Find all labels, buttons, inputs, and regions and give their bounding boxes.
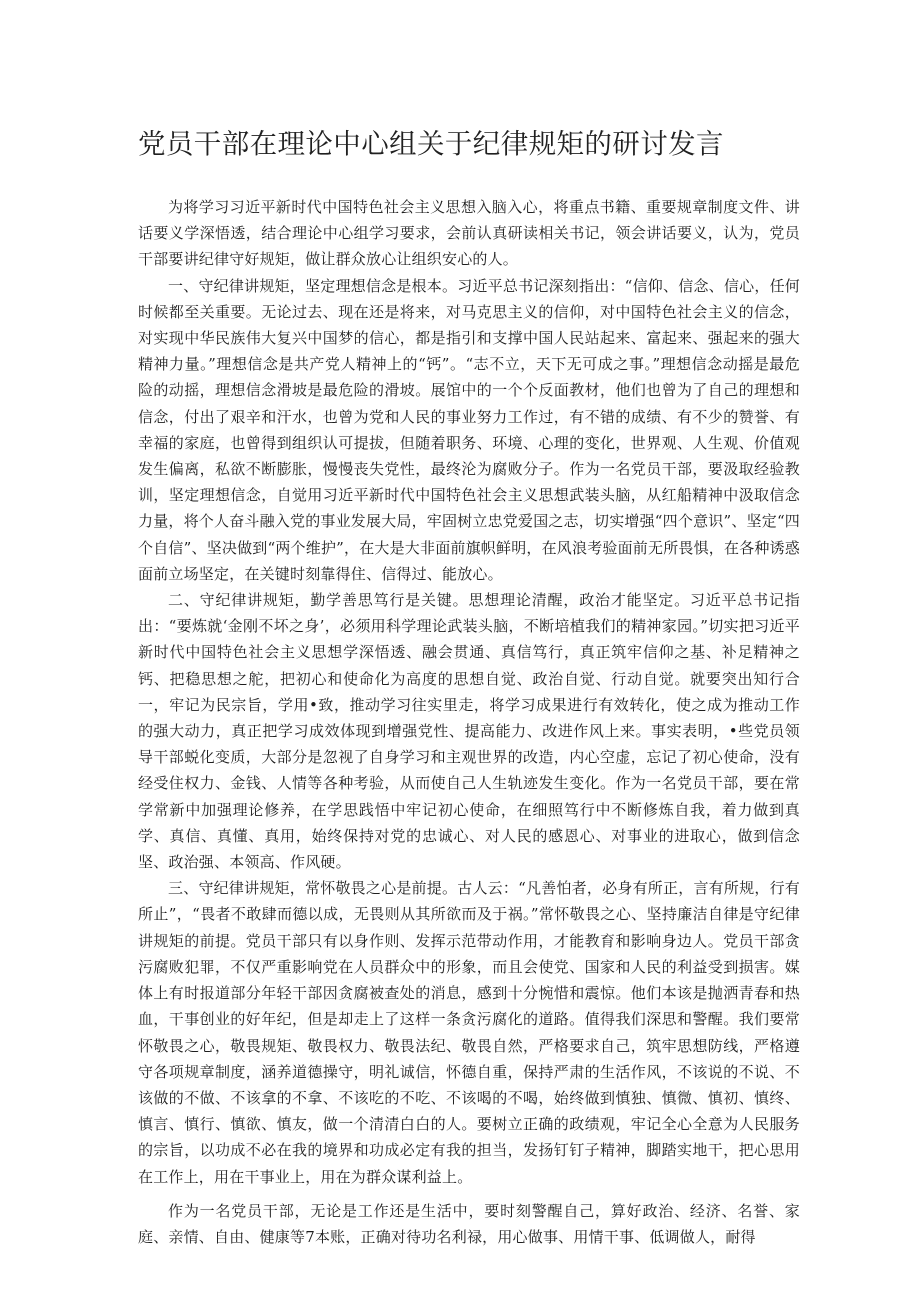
document-body xyxy=(138,194,800,1250)
paragraph-section-2: 二、守纪律讲规矩，勤学善思笃行是关键。思想理论清醒，政治才能坚定。习近平总书记指出：“要炼就‘金刚不坏之身’，必须用科学理论武装头脑，不断培植我们的精神家园。”切实把习近平新时代中国特色社会主义思想学深悟透、融会贯通、真信笃行，真正筑牢信仰之基、补足精神之钙、把稳思想之舵，把初心和使命化为高度的思想自觉、政治自觉、行动自觉。就要突出知行合一，牢记为民宗旨，学用•致，推动学习往实里走，将学习成果进行有效转化，使之成为推动工作的强大动力，真正把学习成效体现到增强党性、提高能力、改进作风上来。事实表明，•些党员领导干部蜕化变质，大部分是忽视了自身学习和主观世界的改造，内心空虚，忘记了初心使命，没有经受住权力、金钱、人情等各种考验，从而使自己人生轨迹发生变化。作为一名党员干部，要在常学常新中加强理论修养，在学思践悟中牢记初心使命，在细照笃行中不断修炼自我，着力做到真学、真信、真懂、真用，始终保持对党的忠诚心、对人民的感恩心、对事业的进取心，做到信念坚、政治强、本领高、作风硬。 xyxy=(138,591,800,872)
paragraph-section-3: 三、守纪律讲规矩，常怀敬畏之心是前提。古人云：“凡善怕者，必身有所正，言有所规，行有所止”，“畏者不敢肆而德以成，无畏则从其所欲而及于祸。”常怀敬畏之心、坚持廉洁自律是守纪律讲规矩的前提。党员干部只有以身作则、发挥示范带动作用，才能教育和影响身边人。党员干部贪污腐败犯罪，不仅严重影响党在人员群众中的形象，而且会使党、国家和人民的利益受到损害。媒体上有时报道部分年轻干部因贪腐被查处的消息，感到十分惋惜和震惊。他们本该是抛洒青春和热血，干事创业的好年纪，但是却走上了这样一条贪污腐化的道路。值得我们深思和警醒。我们要常怀敬畏之心，敬畏规矩、敬畏权力、敬畏法纪、敬畏自然，严格要求自己，筑牢思想防线，严格遵守各项规章制度，涵养道德操守，明礼诚信，怀德自重，保持严肃的生活作风，不该说的不说、不该做的不做、不该拿的不拿、不该吃的不吃、不该喝的不喝，始终做到慎独、慎微、慎初、慎终、慎言、慎行、慎欲、慎友，做一个清清白白的人。要树立正确的政绩观，牢记全心全意为人民服务的宗旨，以功成不必在我的境界和功成必定有我的担当，发扬钉钉子精神，脚踏实地干，把心思用在工作上，用在干事业上，用在为群众谋利益上。 xyxy=(138,879,800,1186)
document-page xyxy=(138,118,800,1250)
paragraph-section-1: 一、守纪律讲规矩，坚定理想信念是根本。习近平总书记深刻指出：“信仰、信念、信心，任何时候都至关重要。无论过去、现在还是将来，对马克思主义的信仰，对中国特色社会主义的信念，对实现中华民族伟大复兴中国梦的信心，都是指引和支撑中国人民站起来、富起来、强起来的强大精神力量。”理想信念是共产党人精神上的“钙”。“志不立，天下无可成之事。”理想信念动摇是最危险的动摇，理想信念滑坡是最危险的滑坡。展馆中的一个个反面教材，他们也曾为了自己的理想和信念，付出了艰辛和汗水，也曾为党和人民的事业努力工作过，有不错的成绩、有不少的赞誉、有幸福的家庭，也曾得到组织认可提拔，但随着职务、环境、心理的变化，世界观、人生观、价值观发生偏离，私欲不断膨胀，慢慢丧失党性，最终沦为腐败分子。作为一名党员干部，要汲取经验教训，坚定理想信念，自觉用习近平新时代中国特色社会主义思想武装头脑，从红船精神中汲取信念力量，将个人奋斗融入党的事业发展大局，牢固树立忠党爱国之志，切实增强“四个意识”、坚定“四个自信”、坚决做到“两个维护”，在大是大非面前旗帜鲜明，在风浪考验面前无所畏惧，在各种诱惑面前立场坚定，在关键时刻靠得住、信得过、能放心。 xyxy=(138,276,801,583)
document-title: 党员干部在理论中心组关于纪律规矩的研讨发言 xyxy=(138,128,724,160)
paragraph-conclusion: 作为一名党员干部，无论是工作还是生活中，要时刻警醒自己，算好政治、经济、名誉、家庭、亲情、自由、健康等7本账，正确对待功名利禄，用心做事、用情干事、低调做人，耐得 xyxy=(138,1201,800,1246)
paragraph-intro: 为将学习习近平新时代中国特色社会主义思想入脑入心，将重点书籍、重要规章制度文件、讲话要义学深悟透，结合理论中心组学习要求，会前认真研读相关书记，领会讲话要义，认为，党员干部要讲纪律守好规矩，做让群众放心让组织安心的人。 xyxy=(138,198,800,269)
